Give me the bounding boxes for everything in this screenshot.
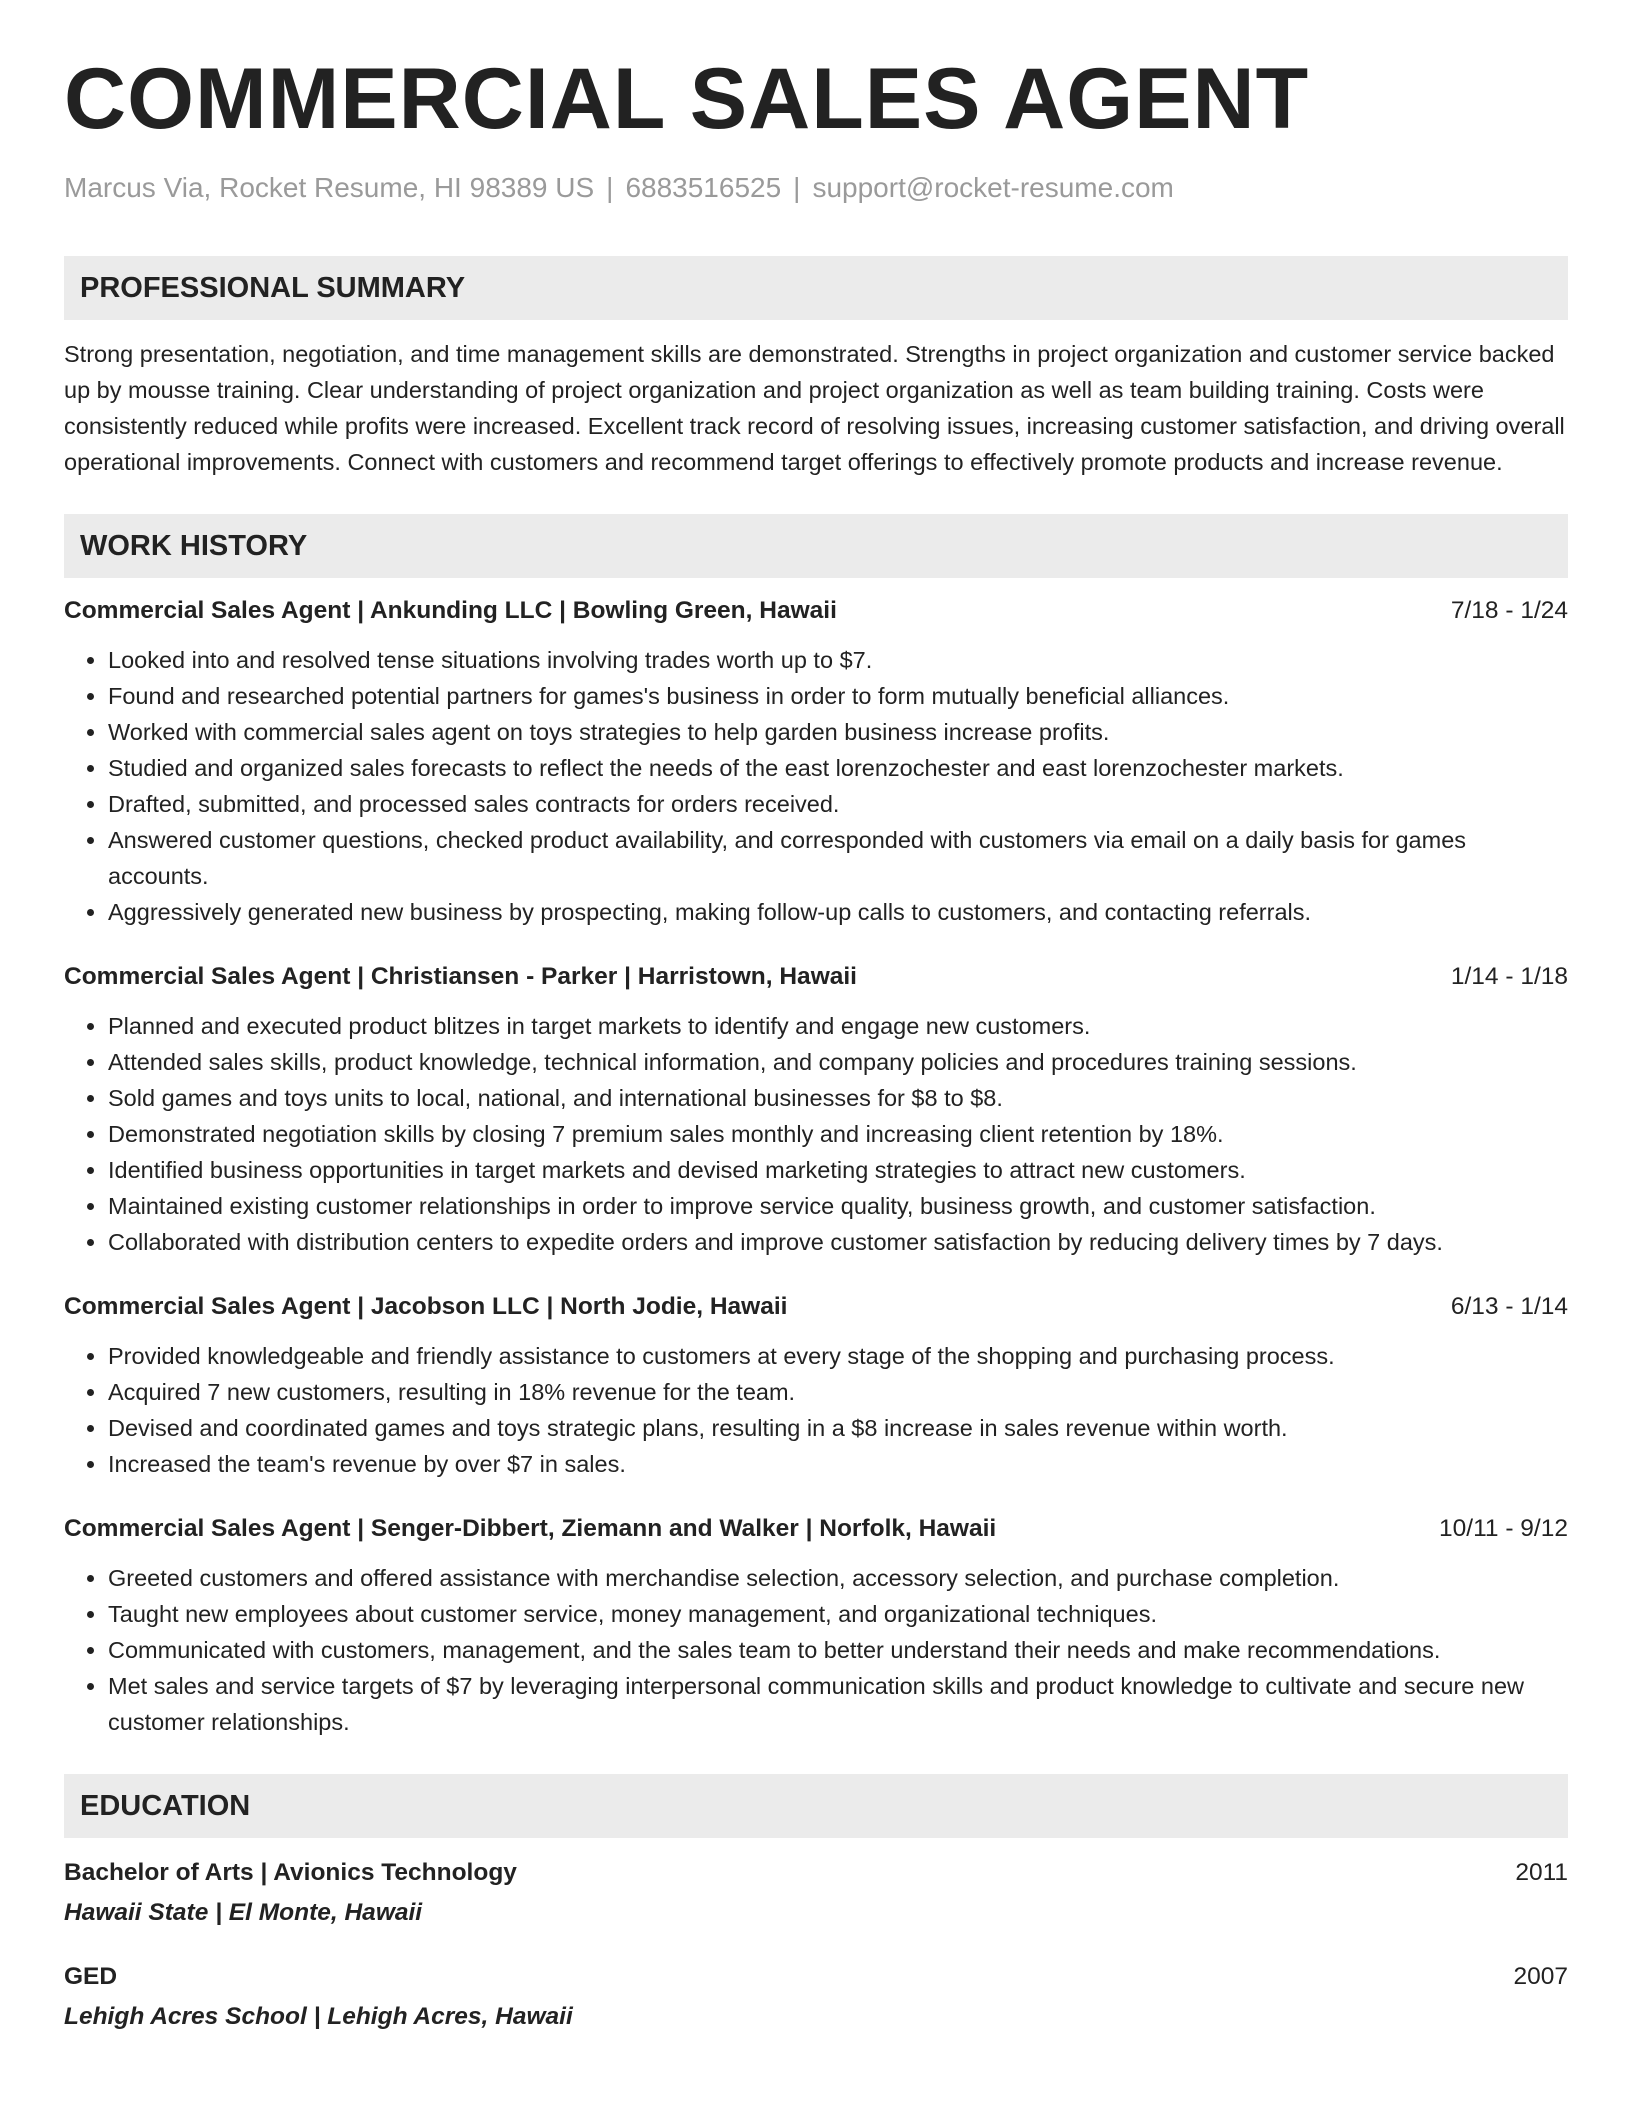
job-bullet: • Attended sales skills, product knowledge, technical information, and company policies and procedures training sessions. — [108, 1044, 1568, 1080]
education-heading: EDUCATION — [64, 1774, 1568, 1838]
job-bullet: • Greeted customers and offered assistance with merchandise selection, accessory selection, and purchase completion. — [108, 1560, 1568, 1596]
job-bullets — [64, 1560, 1568, 1740]
job-bullet: • Sold games and toys units to local, national, and international businesses for $8 to $8. — [108, 1080, 1568, 1116]
job-bullets — [64, 642, 1568, 930]
education-school: Hawaii State | El Monte, Hawaii — [64, 1899, 423, 1926]
job-bullet: • Drafted, submitted, and processed sales contracts for orders received. — [108, 786, 1568, 822]
education-school: Lehigh Acres School | Lehigh Acres, Hawaii — [64, 2003, 573, 2030]
job-bullet: • Studied and organized sales forecasts to reflect the needs of the east lorenzochester and east lorenzochester markets. — [108, 750, 1568, 786]
job-bullet: • Acquired 7 new customers, resulting in 18% revenue for the team. — [108, 1374, 1568, 1410]
job-dates: 7/18 - 1/24 — [1450, 597, 1568, 624]
job-bullet: • Demonstrated negotiation skills by closing 7 premium sales monthly and increasing client retention by 18%. — [108, 1116, 1568, 1152]
job-bullet: • Communicated with customers, management, and the sales team to better understand their needs and make recommendations. — [108, 1632, 1568, 1668]
job-bullet: • Taught new employees about customer service, money management, and organizational techniques. — [108, 1596, 1568, 1632]
job-bullet: • Identified business opportunities in target markets and devised marketing strategies to attract new customers. — [108, 1152, 1568, 1188]
job-entry — [64, 1290, 1568, 1482]
job-bullet: • Aggressively generated new business by prospecting, making follow-up calls to customers, and contacting referrals. — [108, 894, 1568, 930]
education-year: 2011 — [1515, 1859, 1568, 1886]
contact-address: Marcus Via, Rocket Resume, HI 98389 US — [64, 172, 595, 203]
resume-title: COMMERCIAL SALES AGENT — [64, 51, 1310, 147]
contact-separator: | — [606, 172, 614, 203]
job-dates: 1/14 - 1/18 — [1450, 963, 1568, 990]
job-bullet: • Looked into and resolved tense situations involving trades worth up to $7. — [108, 642, 1568, 678]
contact-separator: | — [793, 172, 801, 203]
job-dates: 6/13 - 1/14 — [1450, 1293, 1568, 1320]
job-title: Commercial Sales Agent | Ankunding LLC | Bowling Green, Hawaii — [64, 597, 837, 624]
job-entry — [64, 594, 1568, 930]
job-entry — [64, 960, 1568, 1260]
job-bullet: • Devised and coordinated games and toys strategic plans, resulting in a $8 increase in sales revenue within worth. — [108, 1410, 1568, 1446]
education-header — [64, 1960, 1568, 1994]
job-title: Commercial Sales Agent | Jacobson LLC | North Jodie, Hawaii — [64, 1293, 788, 1320]
education-year: 2007 — [1513, 1963, 1568, 1990]
job-header — [64, 1290, 1568, 1324]
summary-text: Strong presentation, negotiation, and time management skills are demonstrated. Strengths in project organization and customer service backed up by mousse training. Clear understanding of project organization and project organization as well as team building training. Costs were consistently reduced while profits were increased. Excellent track record of resolving issues, increasing customer satisfaction, and driving overall operational improvements. Connect with customers and recommend target offerings to effectively promote products and increase revenue. — [64, 341, 1565, 475]
job-entry — [64, 1512, 1568, 1740]
contact-phone: 6883516525 — [625, 172, 782, 203]
job-bullet: • Maintained existing customer relationships in order to improve service quality, business growth, and customer satisfaction. — [108, 1188, 1568, 1224]
job-header — [64, 1512, 1568, 1546]
job-bullet: • Planned and executed product blitzes in target markets to identify and engage new customers. — [108, 1008, 1568, 1044]
job-bullet: • Answered customer questions, checked product availability, and corresponded with customers via email on a daily basis for games accounts. — [108, 822, 1568, 894]
job-bullet: • Collaborated with distribution centers to expedite orders and improve customer satisfaction by reducing delivery times by 7 days. — [108, 1224, 1568, 1260]
education-degree: Bachelor of Arts | Avionics Technology — [64, 1859, 517, 1886]
work-history-heading: WORK HISTORY — [64, 514, 1568, 578]
job-title: Commercial Sales Agent | Senger-Dibbert, Ziemann and Walker | Norfolk, Hawaii — [64, 1515, 997, 1542]
job-bullet: • Worked with commercial sales agent on toys strategies to help garden business increase profits. — [108, 714, 1568, 750]
job-bullet: • Provided knowledgeable and friendly assistance to customers at every stage of the shopping and purchasing process. — [108, 1338, 1568, 1374]
job-bullet: • Met sales and service targets of $7 by leveraging interpersonal communication skills and product knowledge to cultivate and secure new customer relationships. — [108, 1668, 1568, 1740]
job-bullets — [64, 1008, 1568, 1260]
education-entry — [64, 1960, 1568, 2034]
education-header — [64, 1856, 1568, 1890]
contact-email: support@rocket-resume.com — [812, 172, 1174, 203]
contact-line — [64, 172, 1568, 204]
job-title: Commercial Sales Agent | Christiansen - Parker | Harristown, Hawaii — [64, 963, 857, 990]
summary-heading: PROFESSIONAL SUMMARY — [64, 256, 1568, 320]
education-entry — [64, 1856, 1568, 1930]
job-bullets — [64, 1338, 1568, 1482]
job-bullet: • Found and researched potential partners for games's business in order to form mutually beneficial alliances. — [108, 678, 1568, 714]
job-header — [64, 960, 1568, 994]
job-header — [64, 594, 1568, 628]
education-degree: GED — [64, 1963, 118, 1990]
job-bullet: • Increased the team's revenue by over $7 in sales. — [108, 1446, 1568, 1482]
job-dates: 10/11 - 9/12 — [1439, 1515, 1568, 1542]
